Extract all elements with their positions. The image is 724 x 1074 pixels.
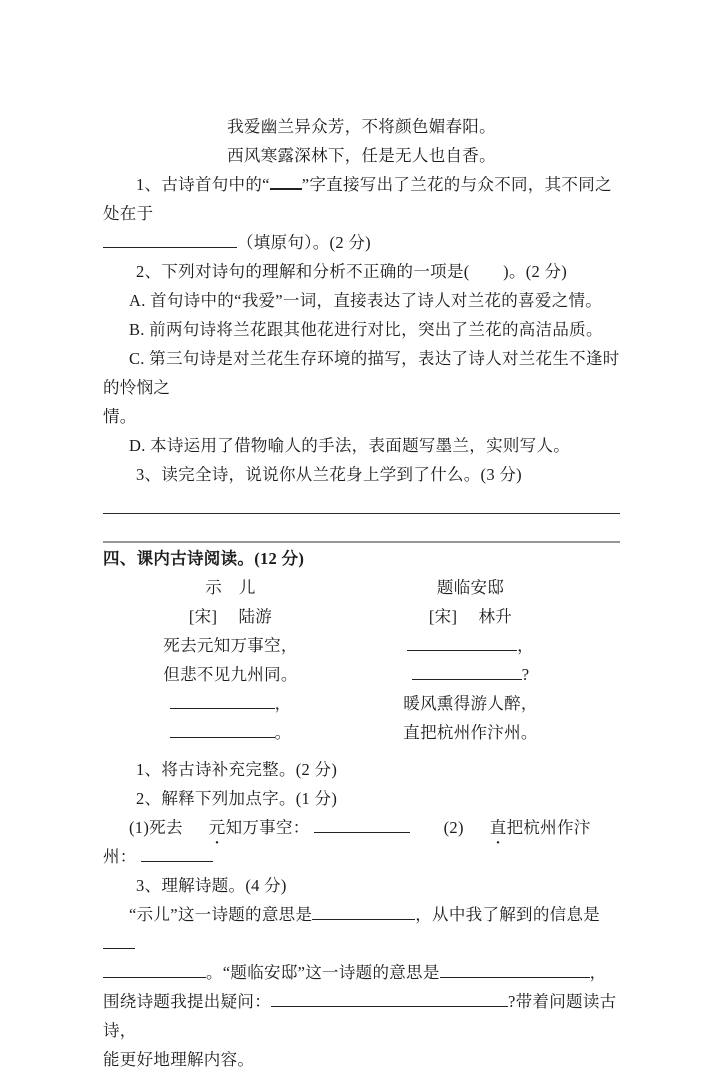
s4-q3-fill2-blank-a xyxy=(103,964,206,978)
q3-answer-line-1 xyxy=(103,489,620,514)
s4-q3-fill-line-2 xyxy=(103,958,620,987)
section-four-heading: 四、课内古诗阅读。(12 分) xyxy=(103,549,305,568)
q2-option-d: D. 本诗运用了借物喻人的手法，表面题写墨兰，实则写人。 xyxy=(129,436,571,455)
poem-shier xyxy=(103,573,358,747)
s4-q2-items xyxy=(103,813,620,871)
s4-q3-fill-line-1 xyxy=(103,900,620,958)
q3-answer-line-2 xyxy=(103,514,620,543)
q2-option-c-line-1: C. 第三句诗是对兰花生存环境的描写，表达了诗人对兰花生不逢时的怜悯之 xyxy=(103,349,620,397)
poem-tilinanydi-blank-line-1 xyxy=(358,631,583,660)
q1-line-1 xyxy=(103,170,620,228)
poem-shier-title: 示 儿 xyxy=(205,578,256,597)
poem-tilinanydi-blank-line-2 xyxy=(358,660,583,689)
q1-answer-blank xyxy=(103,234,237,248)
q1-fill-instruction: （填原句）。(2 分) xyxy=(237,233,371,252)
s4-q2-item1-prefix: (1)死去 xyxy=(129,818,183,837)
poem-shier-blank-line-3 xyxy=(103,689,358,718)
poem-shier-blank-4-punct: 。 xyxy=(274,723,292,742)
s4-q2-item2-prefix: (2) xyxy=(443,818,464,837)
s4-q1-label: 1、将古诗补充完整。(2 分) xyxy=(136,760,338,779)
q1-text-after-blank: ”字直接写出了兰花的与众不同，其不同之处在于 xyxy=(103,175,612,223)
s4-q3-fill2-text-a: 。“题临安邸”这一诗题的意思是 xyxy=(206,963,440,982)
intro-poem-line-1: 我爱幽兰异众芳，不将颜色媚春阳。 xyxy=(227,117,496,136)
poem-tilinanydi-line-4: 直把杭州作汴州。 xyxy=(403,723,538,742)
poem-tilinanydi xyxy=(358,573,583,747)
s4-q3-fill1-text-a: “示儿”这一诗题的意思是 xyxy=(129,905,313,924)
poem-shier-line-1: 死去元知万事空， xyxy=(163,636,298,655)
s4-q2-item1-blank xyxy=(314,819,410,833)
poem-shier-blank-line-4 xyxy=(103,718,358,747)
q2-label: 2、下列对诗句的理解和分析不正确的一项是( )。(2 分) xyxy=(136,262,568,281)
s4-q3-fill-line-3 xyxy=(103,987,620,1045)
s4-q3-fill3-text-b: ?带着问题读古诗， xyxy=(103,992,617,1040)
s4-q3-fill2-blank-b xyxy=(440,964,590,978)
s4-q3-fill1-text-b: ，从中我了解到的信息是 xyxy=(415,905,601,924)
poem-tilinanydi-blank-1-punct: ， xyxy=(517,636,534,655)
s4-q3-fill2-text-b: ， xyxy=(589,963,607,982)
q2-option-b: B. 前两句诗将兰花跟其他花进行对比，突出了兰花的高洁品质。 xyxy=(129,320,603,339)
q1-line-2 xyxy=(103,228,620,257)
q1-inline-blank xyxy=(270,175,302,190)
q2-option-a: A. 首句诗中的“我爱”一词，直接表达了诗人对兰花的喜爱之情。 xyxy=(129,291,603,310)
s4-q2-item1-rest: 知万事空： xyxy=(225,818,310,837)
poem-tilinanydi-blank-1 xyxy=(407,637,517,651)
s4-q3-label: 3、理解诗题。(4 分) xyxy=(136,876,287,895)
q2-option-c-line-2: 情。 xyxy=(103,407,137,426)
poem-tilinanydi-title: 题临安邸 xyxy=(436,578,505,597)
poem-tilinanydi-blank-2-punct: ? xyxy=(521,665,530,684)
intro-poem-line-2: 西风寒露深林下，任是无人也自香。 xyxy=(227,146,496,165)
s4-q3-fill3-blank xyxy=(271,993,508,1007)
poem-tilinanydi-author: [宋] 林升 xyxy=(428,607,513,626)
s4-q3-fill1-blank-a xyxy=(312,906,415,920)
s4-q2-label: 2、解释下列加点字。(1 分) xyxy=(136,789,338,808)
poem-tilinanydi-line-3: 暖风熏得游人醉， xyxy=(403,694,538,713)
q1-text-before-blank: 1、古诗首句中的“ xyxy=(136,175,270,194)
s4-q3-fill-line-4: 能更好地理解内容。 xyxy=(103,1050,255,1069)
q3-label: 3、读完全诗，说说你从兰花身上学到了什么。(3 分) xyxy=(136,465,522,484)
s4-q3-fill3-text-a: 围绕诗题我提出疑问： xyxy=(103,992,271,1011)
s4-q3-fill1-blank-b xyxy=(103,935,135,949)
poem-shier-blank-3 xyxy=(170,695,275,709)
s4-q2-item1-dotted-char: 元 xyxy=(208,818,226,837)
poem-shier-author: [宋] 陆游 xyxy=(188,607,273,626)
s4-q2-item2-rest: 把杭州作汴州： xyxy=(103,818,591,866)
poem-shier-blank-3-punct: ， xyxy=(274,694,292,713)
poem-tilinanydi-blank-2 xyxy=(412,666,522,680)
s4-q2-item2-dotted-char: 直 xyxy=(489,818,507,837)
poem-shier-blank-4 xyxy=(170,724,275,738)
poem-shier-line-2: 但悲不见九州同。 xyxy=(163,665,298,684)
poems-container xyxy=(103,573,583,747)
